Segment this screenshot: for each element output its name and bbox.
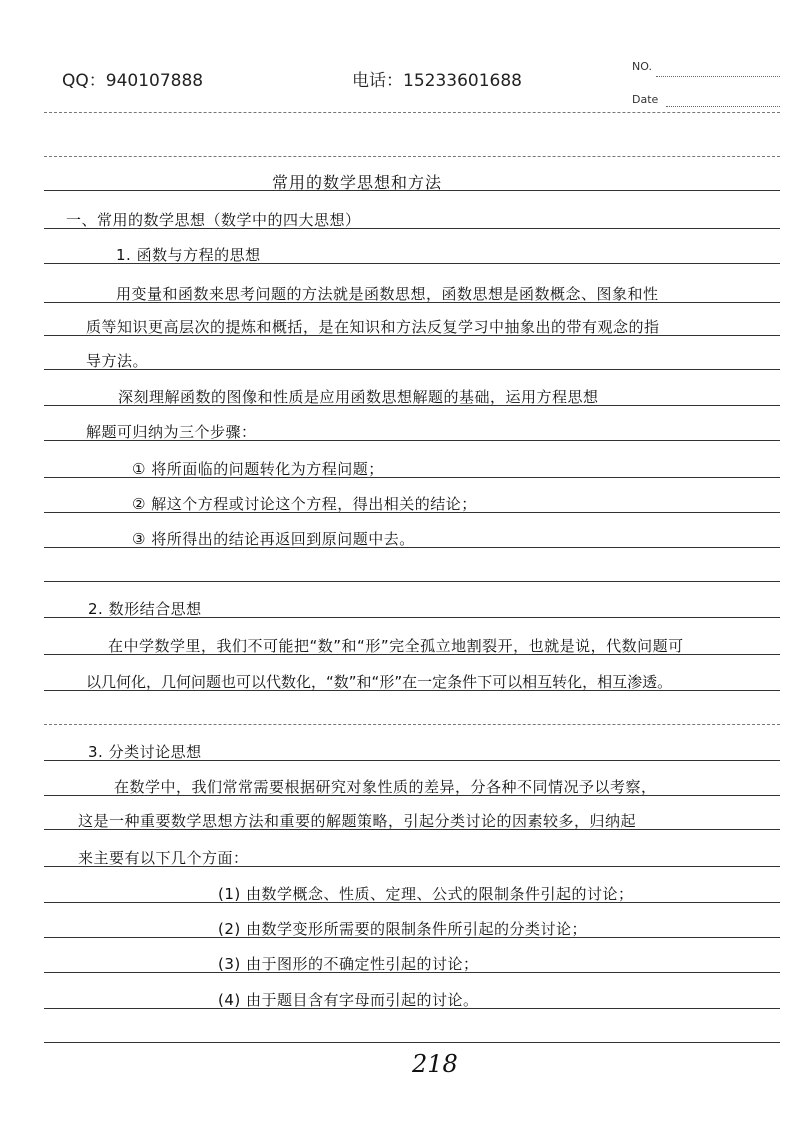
paragraph-line: 以几何化，几何问题也可以代数化，“数”和“形”在一定条件下可以相互转化，相互渗透。 bbox=[86, 673, 673, 691]
qq-contact: QQ：940107888 bbox=[62, 71, 204, 91]
ruled-line bbox=[44, 724, 780, 725]
ruled-line bbox=[44, 1042, 780, 1043]
ruled-line bbox=[44, 581, 780, 582]
step-item: ③ 将所得出的结论再返回到原问题中去。 bbox=[132, 530, 415, 548]
paragraph-line: 导方法。 bbox=[86, 352, 149, 370]
ruled-line bbox=[44, 112, 780, 113]
no-label: NO. bbox=[632, 60, 652, 73]
paragraph-line: 深刻理解函数的图像和性质是应用函数思想解题的基础，运用方程思想 bbox=[118, 388, 599, 406]
section-heading: 一、常用的数学思想（数学中的四大思想） bbox=[66, 211, 361, 229]
paragraph-line: 在中学数学里，我们不可能把“数”和“形”完全孤立地割裂开，也就是说，代数问题可 bbox=[108, 637, 684, 655]
step-item: ① 将所面临的问题转化为方程问题； bbox=[132, 460, 384, 478]
subsection-heading: 1. 函数与方程的思想 bbox=[116, 246, 261, 264]
paragraph-line: 这是一种重要数学思想方法和重要的解题策略，引起分类讨论的因素较多，归纳起 bbox=[78, 812, 637, 830]
phone-contact: 电话：15233601688 bbox=[352, 71, 522, 91]
ruled-line bbox=[44, 369, 780, 370]
date-label: Date bbox=[632, 93, 659, 106]
page-number: 218 bbox=[412, 1050, 458, 1078]
list-item: (4) 由于题目含有字母而引起的讨论。 bbox=[218, 991, 479, 1009]
paragraph-line: 用变量和函数来思考问题的方法就是函数思想，函数思想是函数概念、图象和性 bbox=[116, 285, 659, 303]
page-title: 常用的数学思想和方法 bbox=[272, 173, 443, 192]
list-item: (2) 由数学变形所需要的限制条件所引起的分类讨论； bbox=[218, 920, 588, 938]
subsection-heading: 3. 分类讨论思想 bbox=[88, 743, 202, 761]
step-item: ② 解这个方程或讨论这个方程，得出相关的结论； bbox=[132, 495, 477, 513]
paragraph-line: 来主要有以下几个方面： bbox=[78, 849, 249, 867]
list-item: (1) 由数学概念、性质、定理、公式的限制条件引起的讨论； bbox=[218, 885, 634, 903]
date-field-line bbox=[666, 106, 780, 107]
paragraph-line: 解题可归纳为三个步骤： bbox=[86, 423, 257, 441]
paragraph-line: 在数学中，我们常常需要根据研究对象性质的差异，分各种不同情况予以考察， bbox=[114, 778, 657, 796]
paragraph-line: 质等知识更高层次的提炼和概括，是在知识和方法反复学习中抽象出的带有观念的指 bbox=[86, 318, 660, 336]
subsection-heading: 2. 数形结合思想 bbox=[88, 600, 202, 618]
list-item: (3) 由于图形的不确定性引起的讨论； bbox=[218, 955, 479, 973]
no-field-line bbox=[656, 76, 780, 77]
ruled-line bbox=[44, 156, 780, 157]
